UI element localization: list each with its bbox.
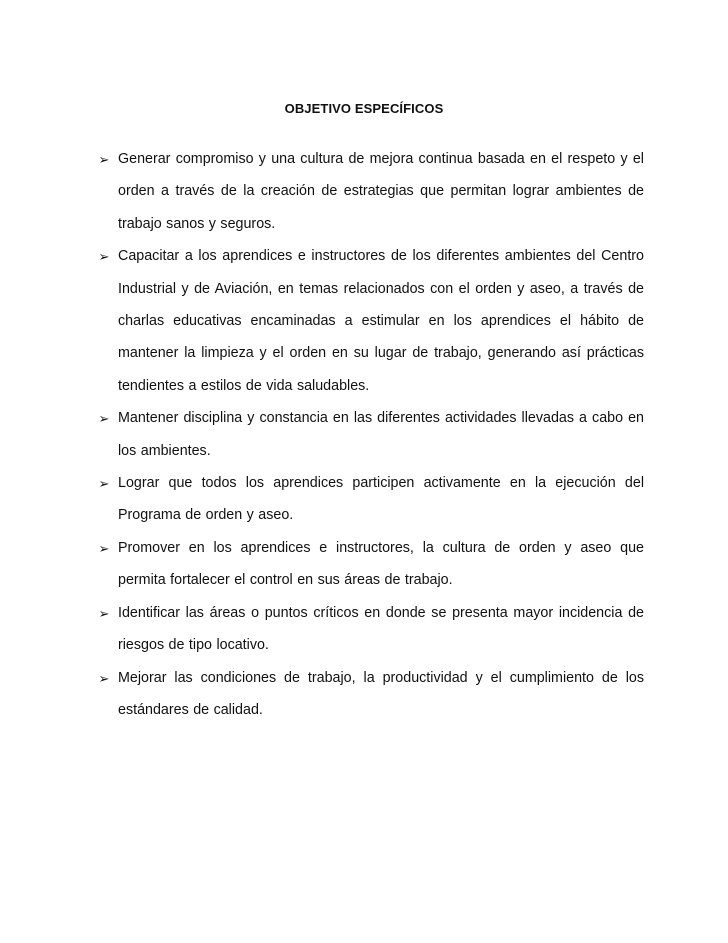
arrow-bullet-icon: ➢ bbox=[98, 411, 110, 427]
list-item bbox=[96, 402, 644, 467]
list-item bbox=[96, 597, 644, 662]
objective-text: Promover en los aprendices e instructores, la cultura de orden y aseo que permita fortalecer el control en sus áreas de trabajo. bbox=[118, 539, 644, 589]
objective-text: Mantener disciplina y constancia en las diferentes actividades llevadas a cabo en los ambientes. bbox=[118, 410, 644, 459]
page-title: OBJETIVO ESPECÍFICOS bbox=[284, 101, 444, 116]
list-item bbox=[96, 240, 644, 402]
objective-text: Generar compromiso y una cultura de mejora continua basada en el respeto y el orden a través de la creación de estrategias que permitan lograr ambientes de trabajo sanos y seguros. bbox=[118, 151, 644, 232]
list-item bbox=[96, 662, 644, 727]
objective-text: Identificar las áreas o puntos críticos en donde se presenta mayor incidencia de riesgos de tipo locativo. bbox=[118, 604, 644, 654]
list-item bbox=[96, 532, 644, 597]
arrow-bullet-icon: ➢ bbox=[98, 249, 110, 265]
arrow-bullet-icon: ➢ bbox=[98, 476, 110, 492]
arrow-bullet-icon: ➢ bbox=[98, 152, 110, 167]
arrow-bullet-icon: ➢ bbox=[98, 605, 110, 621]
list-item bbox=[96, 143, 644, 240]
objective-text: Lograr que todos los aprendices participen activamente en la ejecución del Programa de orden y aseo. bbox=[118, 475, 644, 524]
objectives-list bbox=[96, 143, 644, 726]
objective-text: Mejorar las condiciones de trabajo, la productividad y el cumplimiento de los estándares de calidad. bbox=[118, 669, 644, 718]
list-item bbox=[96, 467, 644, 532]
arrow-bullet-icon: ➢ bbox=[98, 540, 110, 556]
objective-text: Capacitar a los aprendices e instructores de los diferentes ambientes del Centro Industrial y de Aviación, en temas relacionados con el orden y aseo, a través de charlas educativas encaminadas a estimular en los aprendices el hábito de mantener la limpieza y el orden en su lugar de trabajo, generando así prácticas tendientes a estilos de vida saludables. bbox=[118, 248, 644, 394]
arrow-bullet-icon: ➢ bbox=[98, 670, 110, 686]
